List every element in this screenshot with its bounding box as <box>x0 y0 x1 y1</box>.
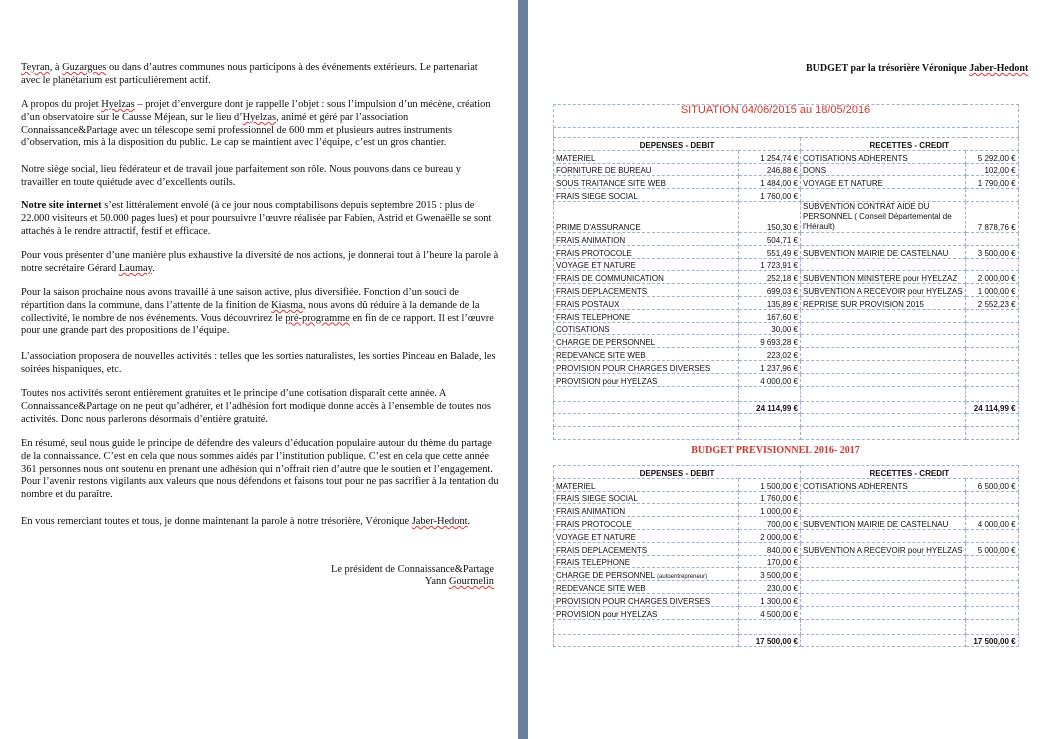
empty-cell <box>801 634 966 647</box>
debit-label: PROVISION pour HYELZAS <box>554 373 739 386</box>
page-gutter <box>518 0 528 739</box>
empty-cell <box>554 427 739 440</box>
debit-label: FRAIS PROTOCOLE <box>554 245 739 258</box>
credit-label: SUBVENTION A RECEVOIR pour HYELZAS <box>801 542 966 555</box>
total-credit: 17 500,00 € <box>965 634 1018 647</box>
credit-label <box>801 593 966 606</box>
text: Notre site internet <box>21 200 102 211</box>
credit-amount <box>965 335 1018 348</box>
credit-amount <box>965 258 1018 271</box>
paragraph-presentation <box>21 250 499 276</box>
debit-label: PROVISION pour HYELZAS <box>554 606 739 619</box>
table-row <box>554 606 1019 619</box>
credit-amount <box>965 593 1018 606</box>
credit-label <box>801 581 966 594</box>
debit-label: COTISATIONS <box>554 322 739 335</box>
credit-label: VOYAGE ET NATURE <box>801 176 966 189</box>
text: Jaber-Hedont <box>969 63 1029 74</box>
credit-label <box>801 606 966 619</box>
table-row <box>554 581 1019 594</box>
debit-amount: 1 237,96 € <box>739 360 801 373</box>
table-row <box>554 271 1019 284</box>
debit-label: PRIME D'ASSURANCE <box>554 201 739 232</box>
credit-amount <box>965 232 1018 245</box>
header-debit: DEPENSES - DEBIT <box>554 466 801 479</box>
previsionnel-table <box>553 465 1019 647</box>
text: Hyelzas <box>242 111 277 123</box>
credit-label: COTISATIONS ADHERENTS <box>801 150 966 163</box>
table-row <box>554 373 1019 386</box>
credit-label <box>801 568 966 581</box>
debit-amount: 700,00 € <box>739 517 801 530</box>
debit-amount: 1 300,00 € <box>739 593 801 606</box>
debit-label: SOUS TRAITANCE SITE WEB <box>554 176 739 189</box>
previsionnel-table-body <box>554 466 1019 647</box>
spacer-cell <box>554 128 1019 138</box>
empty-cell <box>801 401 966 414</box>
debit-label: PROVISION POUR CHARGES DIVERSES <box>554 593 739 606</box>
spacer-cell <box>739 386 801 401</box>
spacer-cell <box>739 619 801 634</box>
text: Jaber-Hedont <box>411 516 468 527</box>
spacer-cell <box>554 619 739 634</box>
debit-label: FRAIS DEPLACEMENTS <box>554 542 739 555</box>
text: Hyelzas <box>101 99 135 110</box>
debit-amount: 551,49 € <box>739 245 801 258</box>
empty-cell <box>965 414 1018 427</box>
debit-amount: 1 760,00 € <box>739 189 801 202</box>
debit-amount: 699,03 € <box>739 284 801 297</box>
text: s’est littéralement envolé (à ce jour nous comptabilisons depuis septembre 2015 : plus de 22.000 visiteurs et 50.000 pages lues) et pour poursuivre l’œuvre réalisée par Fabien, Astrid et Gwenaëlle se sont attachés à le rendre attractif, festif et efficace. <box>21 200 492 237</box>
situation-table <box>553 104 1019 440</box>
table-row <box>554 189 1019 202</box>
credit-amount <box>965 322 1018 335</box>
table-row <box>554 542 1019 555</box>
header-row <box>554 138 1019 151</box>
credit-amount <box>965 189 1018 202</box>
table-row <box>554 176 1019 189</box>
text: L’association proposera de nouvelles activités : telles que les sorties naturalistes, les sorties Pinceau en Balade, les soirées hispaniques, etc. <box>21 351 496 375</box>
credit-label: SUBVENTION A RECEVOIR pour HYELZAS <box>801 284 966 297</box>
debit-label: FORNITURE DE BUREAU <box>554 163 739 176</box>
credit-amount: 102,00 € <box>965 163 1018 176</box>
debit-amount: 504,71 € <box>739 232 801 245</box>
debit-amount: 1 484,00 € <box>739 176 801 189</box>
debit-amount: 1 000,00 € <box>739 504 801 517</box>
debit-amount: 167,60 € <box>739 309 801 322</box>
spacer-cell <box>965 619 1018 634</box>
signature-name <box>425 576 494 587</box>
credit-amount <box>965 373 1018 386</box>
credit-amount: 2 552,23 € <box>965 296 1018 309</box>
table-row <box>554 529 1019 542</box>
text: , nous avons dû réduire à la demande de la collectivité, le nombre de nos événements. Vous découvrirez le <box>21 299 480 324</box>
header-credit: RECETTES - CREDIT <box>801 466 1019 479</box>
text: Teyran <box>21 62 50 73</box>
empty-cell <box>554 634 739 647</box>
debit-label: FRAIS DE COMMUNICATION <box>554 271 739 284</box>
credit-label <box>801 529 966 542</box>
total-debit: 24 114,99 € <box>739 401 801 414</box>
debit-amount: 30,00 € <box>739 322 801 335</box>
debit-amount: 1 723,91 € <box>739 258 801 271</box>
table-row <box>554 593 1019 606</box>
spacer-cell <box>554 386 739 401</box>
situation-caption: SITUATION 04/06/2015 au 18/05/2016 <box>680 104 871 116</box>
table-row <box>554 322 1019 335</box>
budget-page <box>528 0 1052 739</box>
table-row <box>554 504 1019 517</box>
table-row <box>554 348 1019 361</box>
credit-label <box>801 555 966 568</box>
credit-amount <box>965 529 1018 542</box>
debit-amount: 3 500,00 € <box>739 568 801 581</box>
table-row <box>554 360 1019 373</box>
credit-label: SUBVENTION MINISTERE pour HYELZAZ <box>801 271 966 284</box>
debit-label: FRAIS DEPLACEMENTS <box>554 284 739 297</box>
empty-cell <box>739 427 801 440</box>
credit-amount: 7 878,76 € <box>965 201 1018 232</box>
table-row <box>554 163 1019 176</box>
credit-label <box>801 232 966 245</box>
total-credit: 24 114,99 € <box>965 401 1018 414</box>
debit-amount: 170,00 € <box>739 555 801 568</box>
text: . <box>467 516 471 527</box>
table-row <box>554 491 1019 504</box>
debit-label: CHARGE DE PERSONNEL <box>554 335 739 348</box>
text: pré-programme <box>285 312 350 324</box>
credit-label <box>801 504 966 517</box>
blank-row-2 <box>554 427 1019 440</box>
spacer-row <box>554 619 1019 634</box>
debit-label: FRAIS SIEGE SOCIAL <box>554 189 739 202</box>
debit-amount: 9 693,28 € <box>739 335 801 348</box>
debit-label: PROVISION POUR CHARGES DIVERSES <box>554 360 739 373</box>
credit-label: SUBVENTION MAIRIE DE CASTELNAU <box>801 245 966 258</box>
debit-label: FRAIS ANIMATION <box>554 504 739 517</box>
credit-amount: 1 000,00 € <box>965 284 1018 297</box>
credit-amount: 3 500,00 € <box>965 245 1018 258</box>
text: BUDGET par la trésorière Véronique <box>806 63 970 74</box>
debit-label: FRAIS POSTAUX <box>554 296 739 309</box>
debit-amount: 1 254,74 € <box>739 150 801 163</box>
credit-amount <box>965 568 1018 581</box>
table-row <box>554 245 1019 258</box>
debit-amount: 230,00 € <box>739 581 801 594</box>
text: Yann <box>424 576 449 587</box>
empty-cell <box>801 427 966 440</box>
letter-page <box>0 0 518 739</box>
table-row <box>554 335 1019 348</box>
debit-amount: 1 500,00 € <box>739 478 801 491</box>
text: – projet d’envergure dont je rappelle l’objet : sous l’impulsion d’un mécène, création d’un observatoire sur le Causse Méjean, sur le lieu d’ <box>21 99 491 123</box>
debit-label: FRAIS ANIMATION <box>554 232 739 245</box>
paragraph-remerciements <box>21 516 499 529</box>
credit-amount: 5 292,00 € <box>965 150 1018 163</box>
empty-cell <box>739 414 801 427</box>
debit-amount: 150,30 € <box>739 201 801 232</box>
table-row <box>554 309 1019 322</box>
empty-cell <box>965 427 1018 440</box>
table-row <box>554 284 1019 297</box>
debit-amount: 4 000,00 € <box>739 373 801 386</box>
text: , à <box>49 62 63 73</box>
credit-label <box>801 309 966 322</box>
debit-label: MATERIEL <box>554 150 739 163</box>
debit-amount: 840,00 € <box>739 542 801 555</box>
credit-amount <box>965 606 1018 619</box>
text: Pour vous présenter d’une manière plus exhaustive la diversité de nos actions, je donnerai tout à l’heure la parole à notre secrétaire Gérard <box>21 250 499 274</box>
debit-amount: 135,89 € <box>739 296 801 309</box>
debit-label <box>554 568 739 581</box>
paragraph-site <box>21 200 499 238</box>
credit-label: REPRISE SUR PROVISION 2015 <box>801 296 966 309</box>
text: Pour la saison prochaine nous avons travaillé à une saison active, plus diversifiée. Fonction d’un souci de répartition dans la commune, dans l’attente de la finition de <box>21 287 460 311</box>
credit-label <box>801 189 966 202</box>
text: . <box>152 262 155 274</box>
credit-label <box>801 360 966 373</box>
credit-amount: 5 000,00 € <box>965 542 1018 555</box>
text: ou dans d’autres communes nous participons à des événements extérieurs. Le partenariat avec le planétarium est particulièrement actif. <box>21 62 478 86</box>
table-row <box>554 296 1019 309</box>
credit-label <box>801 373 966 386</box>
credit-label <box>801 258 966 271</box>
table-row <box>554 555 1019 568</box>
paragraph-saison <box>21 287 499 338</box>
credit-amount <box>965 581 1018 594</box>
header-debit: DEPENSES - DEBIT <box>554 138 801 151</box>
table-row <box>554 478 1019 491</box>
text: Gourmelin <box>448 576 494 587</box>
empty-cell <box>554 401 739 414</box>
credit-label <box>801 348 966 361</box>
totals-row <box>554 634 1019 647</box>
empty-cell <box>554 414 739 427</box>
charge-note: (autoentrepreneur) <box>657 574 708 581</box>
paragraph-activites <box>21 351 499 377</box>
credit-amount: 4 000,00 € <box>965 517 1018 530</box>
table-row <box>554 232 1019 245</box>
situation-table-body <box>554 105 1019 440</box>
credit-amount <box>965 491 1018 504</box>
debit-label: REDEVANCE SITE WEB <box>554 348 739 361</box>
credit-label: SUBVENTION CONTRAT AIDE DU PERSONNEL ( Conseil Départemental de l'Hérault) <box>801 201 966 232</box>
totals-row <box>554 401 1019 414</box>
spacer-row <box>554 128 1019 138</box>
debit-label: VOYAGE ET NATURE <box>554 529 739 542</box>
credit-label <box>801 335 966 348</box>
debit-label: FRAIS TELEPHONE <box>554 555 739 568</box>
debit-label-text: CHARGE DE PERSONNEL <box>556 571 655 581</box>
credit-amount: 1 790,00 € <box>965 176 1018 189</box>
signature-role: Le président de Connaissance&Partage <box>330 564 494 575</box>
blank-row-1 <box>554 414 1019 427</box>
header-credit: RECETTES - CREDIT <box>801 138 1019 151</box>
credit-label <box>801 491 966 504</box>
header-row <box>554 466 1019 479</box>
table-row <box>554 258 1019 271</box>
debit-label: MATERIEL <box>554 478 739 491</box>
debit-amount: 252,18 € <box>739 271 801 284</box>
table-row <box>554 150 1019 163</box>
table-row <box>554 201 1019 232</box>
text: Notre siège social, lieu fédérateur et de travail joue parfaitement son rôle. Nous pouvons dans ce bureau y travailler en toute quiétude avec d’excellents outils. <box>21 164 461 188</box>
text: , animé et géré par l’association Connaissance&Partage avec un télescope semi professionnel de 600 mm et plusieurs autres instruments d’observation, mis à la disposition du public. Le cap se maintient avec l’équipe, c’est un gros chantier. <box>21 111 453 149</box>
credit-amount <box>965 555 1018 568</box>
credit-label <box>801 322 966 335</box>
credit-amount: 6 500,00 € <box>965 478 1018 491</box>
debit-label: FRAIS PROTOCOLE <box>554 517 739 530</box>
debit-amount: 4 500,00 € <box>739 606 801 619</box>
spacer-row <box>554 386 1019 401</box>
text: En résumé, seul nous guide le principe de défendre des valeurs d’éducation populaire autour du thème du partage de la connaissance. C’est en cela que nous sommes aidés par l’institution publique. C’est en cela que cette année 361 personnes nous ont soutenu en prenant une adhésion qui n’offrait rien d’autre que le soutien et l’engagement. Pour l’avenir restons vigilants aux valeurs que nous défendons et faisons tout pour ne pas sacrifier à la tentation du nombre et du paraître. <box>21 438 499 501</box>
debit-label: VOYAGE ET NATURE <box>554 258 739 271</box>
debit-amount: 246,88 € <box>739 163 801 176</box>
text: Kiasma <box>271 299 303 311</box>
paragraph-events <box>21 62 499 88</box>
total-debit: 17 500,00 € <box>739 634 801 647</box>
debit-label: FRAIS SIEGE SOCIAL <box>554 491 739 504</box>
empty-cell <box>801 414 966 427</box>
text: Laumay <box>118 262 153 274</box>
table-row <box>554 568 1019 581</box>
credit-amount <box>965 360 1018 373</box>
paragraph-hyelzas <box>21 99 499 150</box>
text: A propos du projet <box>21 99 102 110</box>
text: Guzargues <box>62 62 107 73</box>
credit-amount <box>965 309 1018 322</box>
table-row <box>554 517 1019 530</box>
spacer-cell <box>801 386 966 401</box>
paragraph-siege <box>21 164 499 190</box>
spacer-cell <box>965 386 1018 401</box>
credit-amount <box>965 348 1018 361</box>
credit-label: COTISATIONS ADHERENTS <box>801 478 966 491</box>
credit-amount: 2 000,00 € <box>965 271 1018 284</box>
spacer-cell <box>801 619 966 634</box>
previsionnel-caption: BUDGET PREVISIONNEL 2016- 2017 <box>691 445 860 456</box>
credit-label: DONS <box>801 163 966 176</box>
text: en fin de ce rapport. Il est l’œuvre pour une grande part des propositions de l’équipe. <box>21 312 494 337</box>
credit-amount <box>965 504 1018 517</box>
text: Toutes nos activités seront entièrement gratuites et le principe d’une cotisation disparaît cette année. A Connaissance&Partage on ne peut qu’adhérer, et l’adhésion fort modique donne accès à l’ensemble de toutes nos activités. Donc nous parlerons désormais d’entière gratuité. <box>21 388 491 425</box>
debit-amount: 223,02 € <box>739 348 801 361</box>
debit-amount: 1 760,00 € <box>739 491 801 504</box>
debit-amount: 2 000,00 € <box>739 529 801 542</box>
budget-title <box>806 63 1028 74</box>
text: En vous remerciant toutes et tous, je donne maintenant la parole à notre trésorière, Véronique <box>21 516 412 527</box>
paragraph-gratuite <box>21 388 499 426</box>
debit-label: REDEVANCE SITE WEB <box>554 581 739 594</box>
paragraph-resume <box>21 438 499 502</box>
debit-label: FRAIS TELEPHONE <box>554 309 739 322</box>
credit-label: SUBVENTION MAIRIE DE CASTELNAU <box>801 517 966 530</box>
